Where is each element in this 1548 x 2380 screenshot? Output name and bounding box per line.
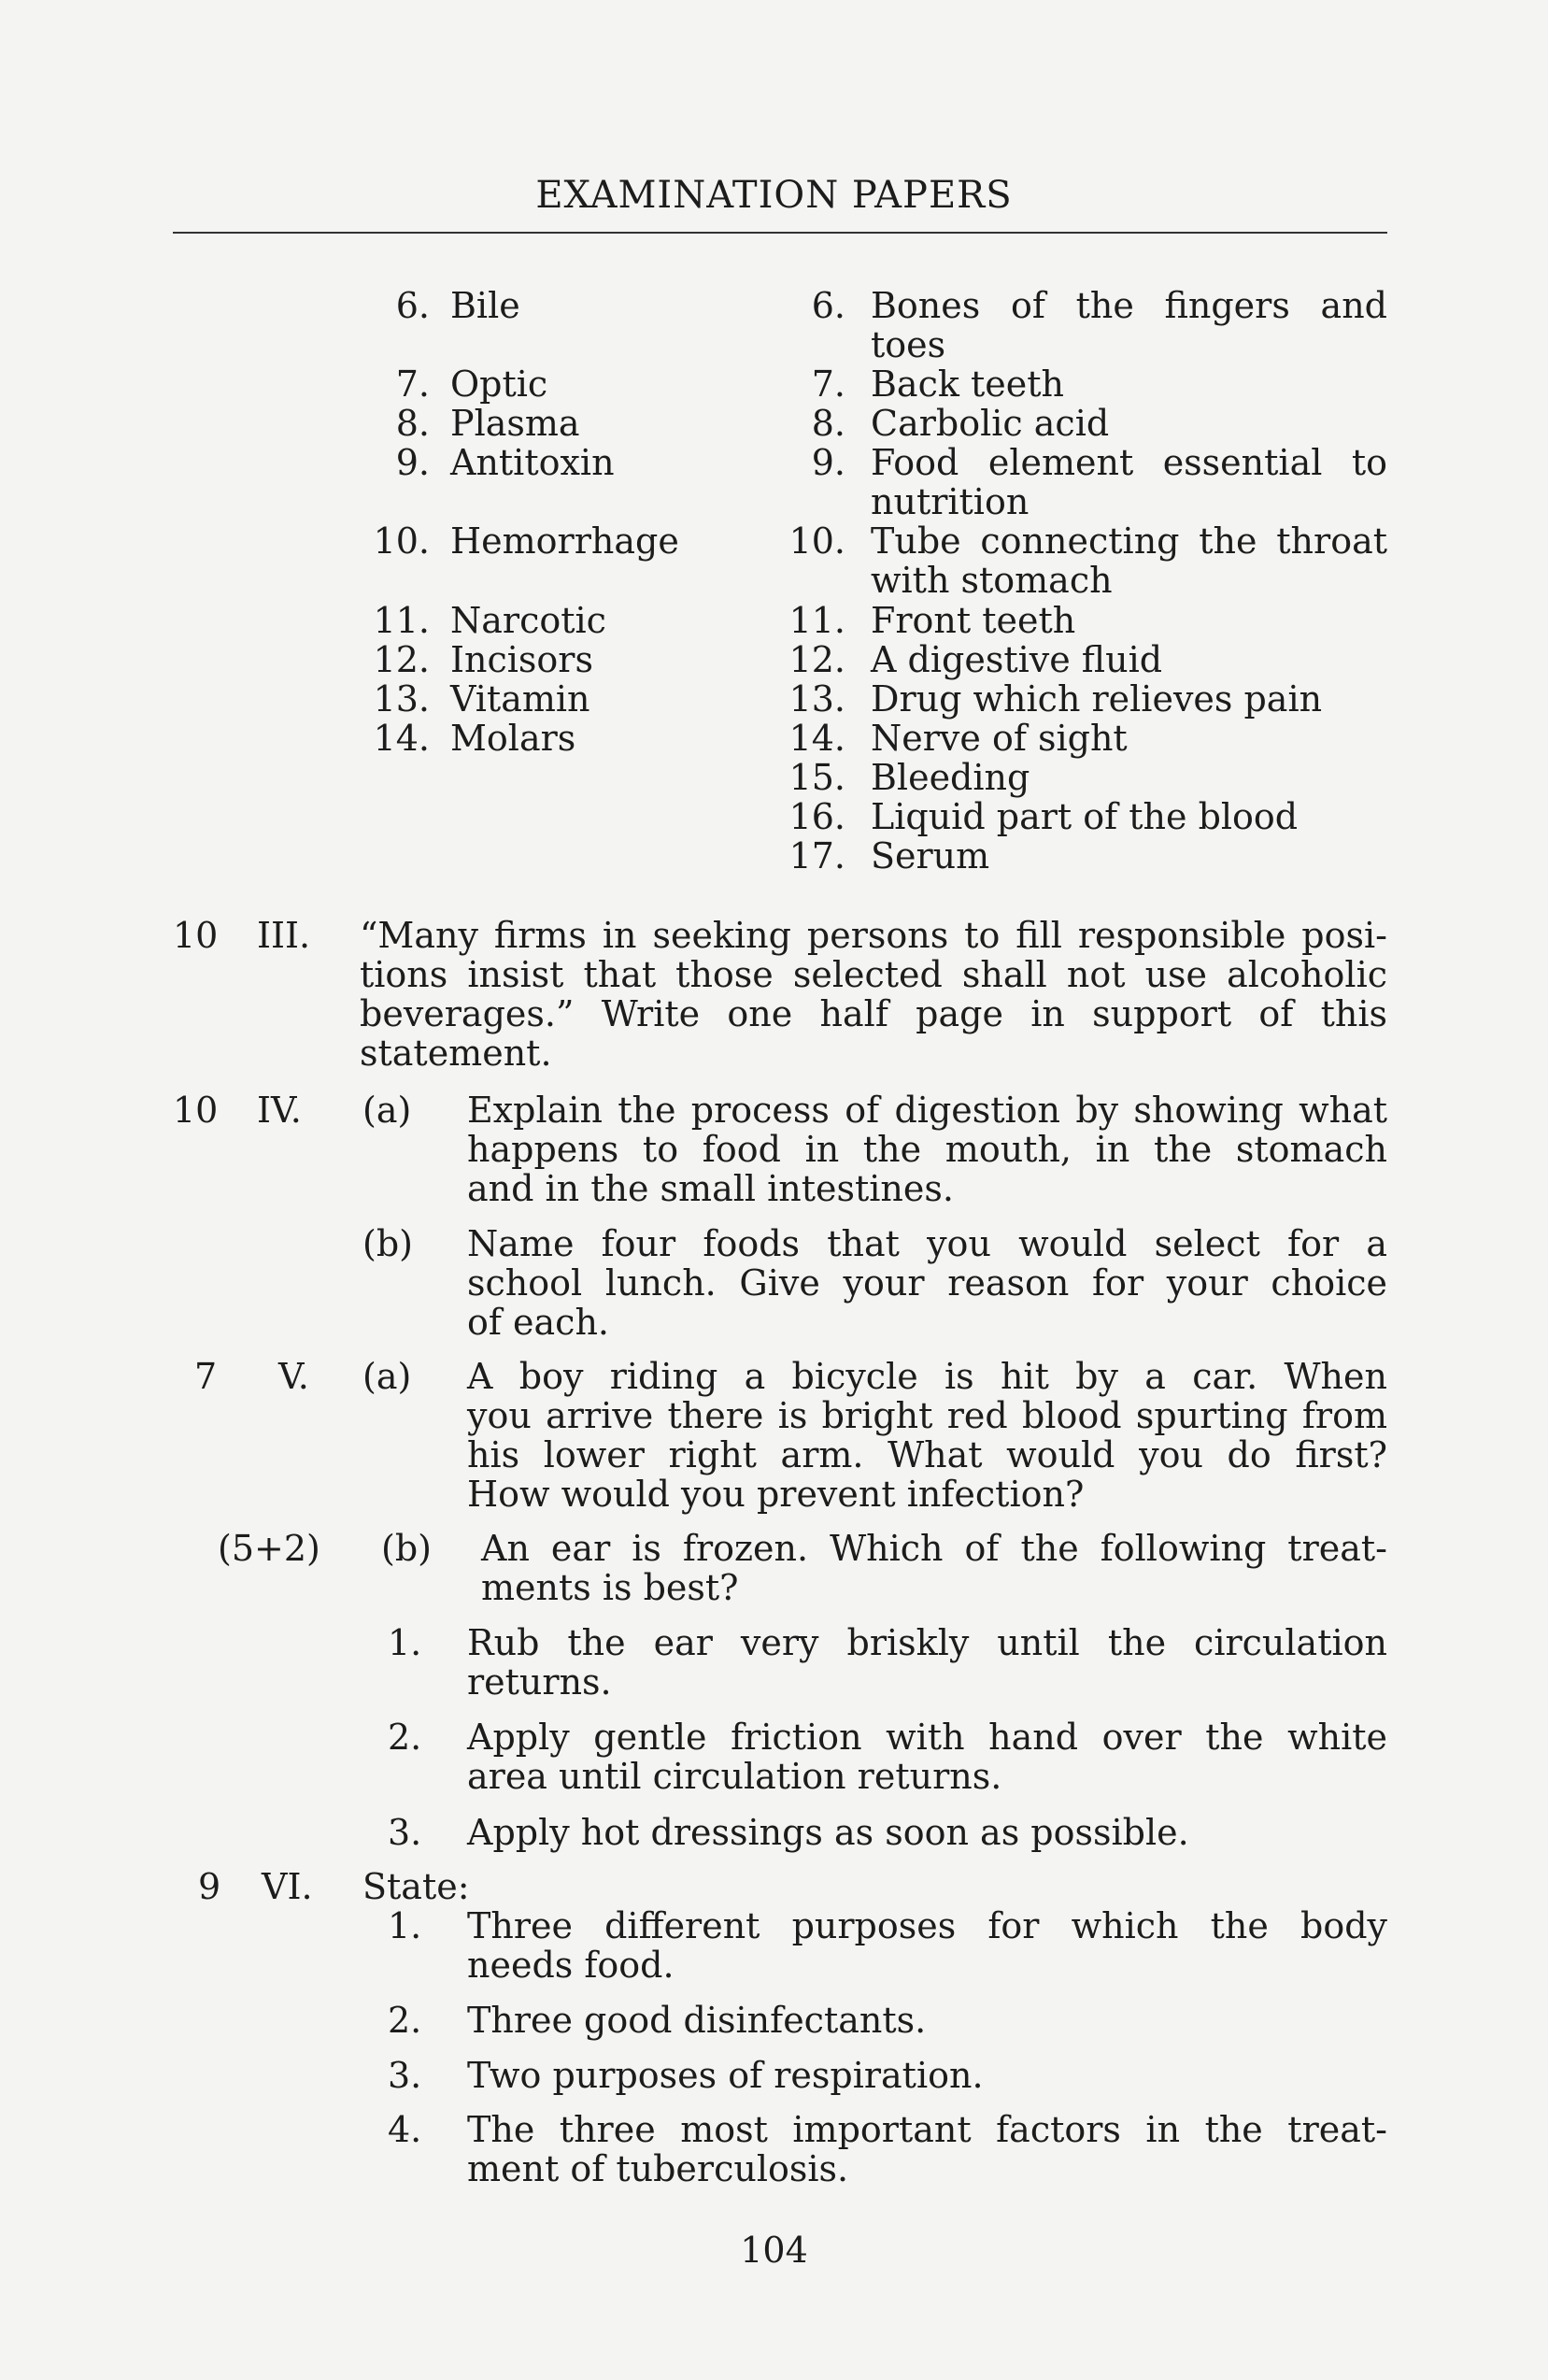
part-mark: (5+2)	[218, 1528, 320, 1569]
question-text: State:	[362, 1866, 470, 1907]
question-mark: 7	[194, 1356, 218, 1397]
page-number: 104	[740, 2230, 808, 2271]
part-label: (b)	[362, 1223, 413, 1264]
part-text: An ear is frozen. Which of the following treat- ments is best?	[481, 1528, 1387, 1608]
option-text: Rub the ear very briskly until the circulation returns.	[467, 1622, 1387, 1703]
question-mark: 10	[173, 915, 219, 956]
option-number: 1.	[388, 1622, 422, 1663]
item-number: 2.	[388, 2000, 422, 2041]
item-text: The three most important factors in the treat- ment of tuberculosis.	[467, 2109, 1387, 2189]
running-header: EXAMINATION PAPERS	[535, 174, 1013, 217]
option-number: 3.	[388, 1812, 422, 1853]
question-mark: 9	[198, 1866, 221, 1907]
question-number: III.	[257, 915, 311, 956]
part-text: Explain the process of digestion by showing what happens to food in the mouth, in the stomach and in the small intestines.	[467, 1090, 1387, 1209]
question-number: V.	[278, 1356, 309, 1397]
item-number: 3.	[388, 2055, 422, 2096]
option-text: Apply hot dressings as soon as possible.	[467, 1812, 1189, 1853]
item-text: Three different purposes for which the body needs food.	[467, 1905, 1387, 1986]
item-number: 1.	[388, 1905, 422, 1946]
question-mark: 10	[173, 1090, 219, 1131]
page: EXAMINATION PAPERS 6. Bile 7. Optic 8. Plasma 9. Antitoxin 10. Hemorrhage 11. Narcotic 12. Incisors 13. Vitamin 14. Molars 6. Bones of the fingers and toes 7. Back teeth 8. Carbolic acid 9. Food element essential to nutrition 10. Tube connecting the throat with stomach 11. Front teeth 12. A digestive fluid 13. Drug which relieves pain 14. Nerve of sight 15. Bleeding 16. Liquid part of the blood 17. Serum 10 III. “Many firms in seeking persons to fill responsible posi- tions insist that those selected shall not use alcoholic beverages.” Write one half page in support of this statement. 10 IV. (a) Explain the process of digestion by showing what happens to food in the mouth, in the stomach and in the small intestines. (b) Name four foods that you would select for a school lunch. Give your reason for your choice of each. 7 V. (a) A boy riding a bicycle is hit by a car. When you arrive there is bright red blood spurting from his lower right arm. What would you do first? How would you prevent infection? (5+2) (b) An ear is frozen. Which of the following treat- ments is best? 1. Rub the ear very briskly until the circulation returns. 2. Apply gentle friction with hand over the white area until circulation returns. 3. Apply hot dressings as soon as possible. 9 VI. State: 1. Three different purposes for which the body needs food. 2. Three good disinfectants. 3. Two purposes of respiration. 4. The three most important factors in the treat- ment of tuberculosis. 104	[0, 0, 1548, 2380]
header-rule	[173, 232, 1387, 234]
part-label: (a)	[362, 1356, 412, 1397]
question-text: “Many firms in seeking persons to fill responsible posi- tions insist that those selected shall not use alcoholic beverages.” Write one half page in support of this statement.	[360, 915, 1387, 1074]
part-text: A boy riding a bicycle is hit by a car. When you arrive there is bright red blood spurting from his lower right arm. What would you do first? How would you prevent infection?	[467, 1356, 1387, 1515]
part-label: (a)	[362, 1090, 412, 1131]
question-number: VI.	[262, 1866, 313, 1907]
option-text: Apply gentle friction with hand over the white area until circulation returns.	[467, 1717, 1387, 1797]
item-text: Three good disinfectants.	[467, 2000, 927, 2041]
item-number: 4.	[388, 2109, 422, 2150]
question-number: IV.	[257, 1090, 302, 1131]
part-label: (b)	[381, 1528, 432, 1569]
item-text: Two purposes of respiration.	[467, 2055, 984, 2096]
option-number: 2.	[388, 1717, 422, 1758]
part-text: Name four foods that you would select for a school lunch. Give your reason for your choice of each.	[467, 1223, 1387, 1343]
